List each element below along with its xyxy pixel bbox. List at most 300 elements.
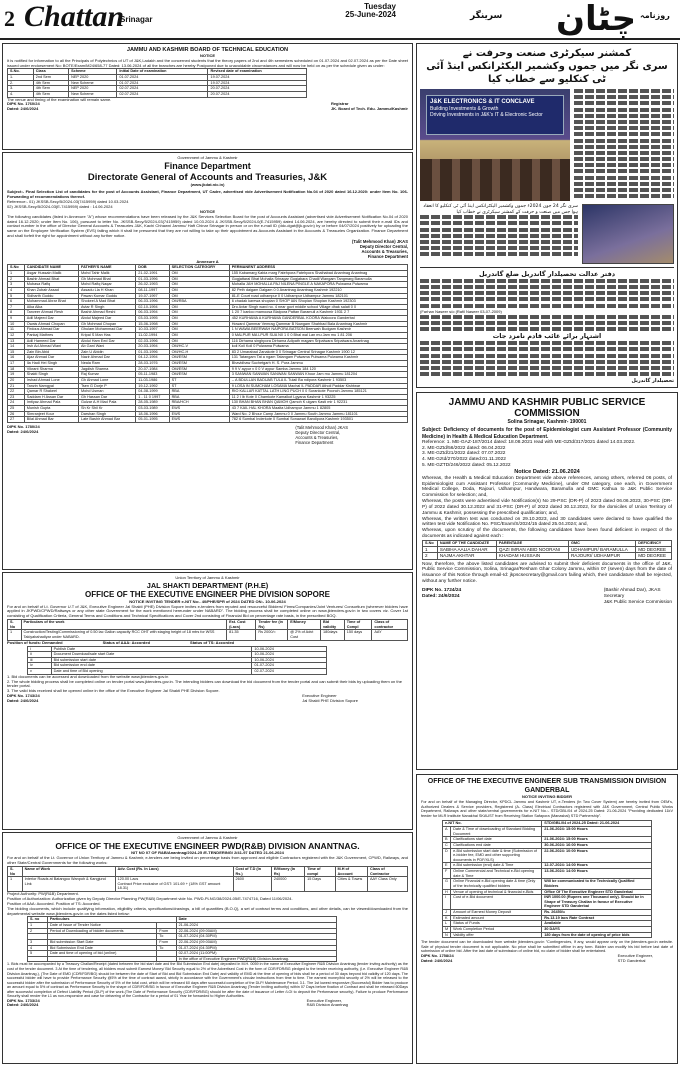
table-row-cell: 03-03-1989 (136, 406, 169, 412)
table-row-cell: 19-07-1997 (136, 293, 169, 299)
schedule-row-cell (157, 956, 176, 962)
pwd-body: For and on behalf of the Lt. Governor of Union Territory of Jammu & Kashmir, e-tenders are being invited on percentage basis from approved and eligible Contractors registered with the J&K Government, CPWD, Railways, and other State/Central Governments for the following works: (7, 855, 408, 866)
jkpsc-para-5: Now, therefore, the above listed candidates are advised to submit their deficient documents in the office of J&K, Public Service Commission, Solina, Srinagar/Resham Ghar Colony Jammu, within 07 (seven) days from the date of issuance of this Notice through email-Id: jkpscsecretary@gmail.com failing which, their candidature shall be rejected, without any further notice. (422, 561, 672, 585)
table-header-cell: Class of Contractor (367, 866, 407, 876)
schedule-row-cell: 21-06-2024: 15:00 Hours (542, 827, 652, 837)
table-header-cell: DEFICIENCY (636, 540, 672, 546)
schedule-row-cell: 10-06-2024 (252, 652, 327, 658)
table-header-cell: Date (176, 917, 336, 923)
table-row-cell: RBA (169, 389, 229, 395)
page-number: 2 (4, 6, 15, 31)
schedule-row-cell: 3 (28, 939, 48, 945)
table-row-cell: Tanzin Namgyal (24, 383, 78, 389)
jkpsc-para-3: Whereas, the written test was conducted on 29.10.2023, and 30 candidates were declared to have qualified the written test vide Notification No. PSC/Exam/S/2024/15 dated 25.04.2024; and, (422, 516, 672, 528)
schedule-row-cell: E (443, 863, 451, 869)
table-row-cell: New Scheme (69, 91, 117, 97)
table-header-cell: Revised date of examination (208, 69, 307, 75)
table-row-cell: Cities & Towns (335, 877, 367, 892)
schedule-row-cell: Clarifications end date (451, 842, 542, 848)
table-row-cell: 08-11-1997 (136, 287, 169, 293)
schedule-row-cell: L (443, 921, 451, 927)
annexure-title: Annexure A (196, 258, 219, 264)
urdu-news-story (416, 43, 678, 388)
table-row-cell: 11-02-1994 (136, 332, 169, 338)
schedule-row-cell: i (28, 646, 52, 652)
table-row-cell: EWS (169, 417, 229, 423)
table-row-cell: 28-05-1989 (136, 400, 169, 406)
schedule-row-cell: 10-06-2024 (252, 646, 327, 652)
table-header-cell: S.No (8, 265, 25, 271)
schedule-row-cell: From (157, 928, 176, 934)
schedule-row (443, 932, 652, 938)
table-row-cell: OM/ESM (169, 355, 229, 361)
table-row-cell: Vikrant Sharma (24, 366, 78, 372)
finance-notice (2, 152, 413, 570)
table-row-cell: Irsh Ad Ahmad Wani (24, 344, 78, 350)
table-header-cell: S. No (8, 620, 22, 630)
jkbte-body: It is notified for information to all the Principals of Polytechnics of UT of J&K,Ladakh and the concerned students that the theory papers of 2nd and 4th semesters scheduled on 01.07.2024 and 02.07.2024 as per the Date sheet issued under endorsement No: BOTE/Exam/M24/658-77 Dated: 13.06.2024 of all the branches are hereby Postponed due to unavoidable circumstances and will now be held on as per the schedule given as under: (7, 57, 408, 68)
table-row-cell: 180days (320, 630, 344, 640)
table-row-cell: Nazir Ahmad Dar (78, 355, 135, 361)
table-row-cell: OM (169, 282, 229, 288)
table-header-cell: Scheme (69, 69, 117, 75)
schedule-row-cell: 22-06-2024: 10:00 Hours (542, 848, 652, 863)
schedule-row-cell: Date of Issue of Tender Notice (47, 923, 156, 929)
table-row-cell: Sh Kr Shil Kr (78, 406, 135, 412)
schedule-row-cell: Period of Downloading of bidder documents (47, 928, 156, 934)
std-table (442, 820, 652, 938)
table-row-cell: 130 BHAN BHAN BHAN QAMOH Qamoh K ulgam Kasti mir 1 92231 (229, 400, 407, 406)
table-row-cell: 782 6 Sumbal Inderkote 0 Sumbal Sonawari Bandipora Kashmir 193501 (229, 417, 407, 423)
table-row-cell: 03-03-1995 (136, 316, 169, 322)
table-row-cell: 3 (8, 282, 25, 288)
table-row-cell: 4th Sem (33, 80, 68, 86)
table-row-cell: Bashir Ahmad Reshi (78, 310, 135, 316)
finance-dipk (7, 425, 40, 446)
table-row-cell: 10-03-1997 (136, 327, 169, 333)
schedule-row-cell: 10-06-2024 (252, 657, 327, 663)
table-header-cell: SELECTION CATEGORY (169, 265, 229, 271)
schedule-row-cell: Status of Funds (451, 921, 542, 927)
table-row-cell: 19-12-1992 (136, 383, 169, 389)
schedule-row-cell: ii (28, 652, 52, 658)
table-row-cell: OM (169, 316, 229, 322)
urdu-advert-tail: تحصیلدار گاندربل (631, 378, 674, 385)
jkpsc-dipk (422, 588, 461, 606)
phe-nit: NOTICE INVITING TENDER e-NIT No:- 40/PHE/SPR of 2024 DATED ON:- 10-06-2024 (129, 598, 286, 604)
table-row-cell: 150 days (344, 630, 372, 640)
schedule-row-cell: F (443, 869, 451, 879)
table-row-cell: RAJOURI/ UDHAMPUR (568, 553, 635, 560)
schedule-row-cell: Rs. 26450/= (542, 910, 652, 916)
dipk-date: Dated: 24/6/2024 (421, 957, 453, 963)
schedule-row-cell: Available (542, 921, 652, 927)
table-row-cell: Shokeel A Mad Bhat (78, 299, 135, 305)
dipk-date: Dated: 24/6/2024 (7, 1002, 39, 1008)
table-row-cell: Gh Ahmad Lone (78, 377, 135, 383)
table-row-cell: 82 Peth daigam Dalgam 0 0 Anantnag Anantnag Kashmir 192210 (229, 287, 407, 293)
pwd-para: The bidding documents, which include qualifying information, eligibility criteria, specifications/drawings, a bill of quantities (B.O.Q), a set of contract terms and conditions, and other details, can be viewed/downloaded from the departmental website www.jktenders.gov.in on the dates listed below: (7, 905, 408, 916)
schedule-row-cell: Publish Date (51, 646, 252, 652)
table-row-cell: 1 (8, 271, 25, 277)
table-row-cell: RBA/HCH (169, 400, 229, 406)
table-row-cell: RBA (169, 394, 229, 400)
table-header-cell: PERMANENT ADDRESS (229, 265, 407, 271)
table-row-cell: Abdul Majeed Dar (78, 316, 135, 322)
schedule-row-cell: Amount of Earnest Money Deposit (451, 910, 542, 916)
table-row-cell: OM (169, 332, 229, 338)
table-row-cell: 24 (8, 400, 25, 406)
table-row-cell: @ 2% of Advt Cost (288, 630, 321, 640)
schedule-row (443, 895, 652, 910)
dipk-number: DIPK No. 1758/24 (421, 953, 454, 959)
table-row-cell: 0 MALPUR MA LPUR SUA N0 1 0 0 Bhal wal Lan mu Jam mu 1 81 206 (229, 332, 407, 338)
table-row-cell: Zain Bin Abid (24, 349, 78, 355)
schedule-row-cell: Office Of The Executive Engineer STD Ganderbal (542, 889, 652, 895)
urdu-headline-2: سری نگر میں جموں وکشمیر الیکٹرانکس اینڈ آئی ٹی کنکلیو سے خطاب کیا (426, 61, 668, 85)
urdu-text-col (574, 89, 674, 201)
table-row-cell: 1 (423, 546, 438, 553)
urdu-advert (420, 267, 674, 384)
table-row-cell: Bhavidhaw Suchetgarh H. S. Pura Jammu (229, 361, 407, 367)
schedule-row-cell: Online Financial e-Bid opening date & time (Only of the technically qualified bidders (451, 879, 542, 889)
table-row-cell: Ab Gani Wani (78, 344, 135, 350)
table-row-cell: Shakti Singh (24, 372, 78, 378)
table-row-cell: NEP 2020 (69, 75, 117, 81)
table-row-cell: koil Koil Koil 0 Pulwama Pulwama (229, 344, 407, 350)
table-row-cell: Khan Zubair Assad (24, 287, 78, 293)
table-row-cell: Alka Alka (24, 304, 78, 310)
table-row-cell: 02-03-1996 (136, 338, 169, 344)
finance-refs: Reference:- 01) JKSSB-Secy/5/2024-03(7415959) dated 10.03.2024 02) JKSSB-Secy/5/2024-03(E-7415959) dated : 14.06.2024 (7, 199, 129, 209)
table-row-cell: OM (169, 287, 229, 293)
table-row-cell: 12 (8, 332, 25, 338)
std-dipk (421, 954, 454, 964)
table-row-cell: 2 (8, 276, 25, 282)
schedule-row-cell: 30-06-2024: 16:00 Hours (542, 842, 652, 848)
table-row-cell: Mohammad Abrar Bhat (24, 299, 78, 305)
schedule-row-cell: 01-07-2024 (04:30PM) (176, 934, 336, 940)
table-row-cell: 6 chadak karewa shopian 0 SHOP IAN Shopian Shopian Kashmir 192303 (229, 299, 407, 305)
schedule-row-cell: N (443, 932, 451, 938)
finance-body: The following candidates (listed in Annexure "A") whose recommendations have been released by the J&K Services Selection Board for the post of Accounts Assistant (advertised vide Advertisement Notification No.04 of 2020 dated 16.12.2020; under Item No. 106), pursuant to letter No. JKSSB-Secy/5/2024-03(7415959) dated 10.03.2024 & JKSSB-Secy/5/2024-0(E-7415959) dated 14.06.2024, are hereby directed to submit their e-mail IDs and contact number in the office of Director General Accounts & Treasuries J&K, Kachi Chhawni Jammu/ Haft Chinar Srinagar in person or on the e-mail ID (ddc-dgat@jk.gov.in) by or before 04/07/2024 positively for uploading the same on the Employee Verification System (EVS) failing which it shall be presumed that they are not willing to take up their appointment as Accounts Assistant in the Accounts & Treasuries Organization. Finance Department and shall forfeit the right for appointment without any further notice. (7, 213, 408, 239)
table-row-cell: Ajaz Ahmad Dar (24, 355, 78, 361)
table-row-cell: Mohalla JAH MOHALLA PAJ NILENA PINGLE A NAKAPORA Pulwama Pulwama (229, 282, 407, 288)
table-row-cell: -- A BDULLAN BADUAB TULA IL Tulail Ba ndipora Kashmir 1 93503 (229, 377, 407, 383)
table-row-cell: Avtar R Singh (78, 304, 135, 310)
phe-signature: Executive Engineer Jal Shakti PHE Division Sopore (302, 693, 358, 704)
table-row-cell: 1 N WAWA BEERWAH NAIPORA BATSON Beerwah Budgam Kashmir (229, 327, 407, 333)
aaa-status: Status of AAA: Accorded (102, 639, 151, 645)
table-header-cell: CANDIDATE NAME (24, 265, 78, 271)
schedule-row (443, 827, 652, 837)
schedule-row-cell: iii (28, 657, 52, 663)
dipk-number: DIPK No. 1724/24 (422, 587, 462, 593)
table-row-cell: 04-08-1999 (136, 389, 169, 395)
table-row-cell: 5 (8, 293, 25, 299)
schedule-row-cell: Date & Time of downloading of Standard Bidding Document (451, 827, 542, 837)
table-row-cell: OM (169, 271, 229, 277)
dipk-date: Dated: 24/6/2024 (422, 593, 460, 599)
table-row-cell: 26 (8, 411, 25, 417)
table-row-cell: OM/RBA (169, 299, 229, 305)
table-row-cell: OM (169, 338, 229, 344)
schedule-row-cell: H (443, 889, 451, 895)
phe-ut: Union Territory of Jammu & Kashmir (175, 575, 240, 580)
table-row-cell: Saddam H Assan Dar (24, 394, 78, 400)
jkbte-title: JAMMU AND KASHMIR BOARD OF TECHNICAL EDUCATION (126, 47, 289, 53)
table-row-cell: 9 9 V aypur v 0 0 V aypur Samba Jammu 184 120 (229, 366, 407, 372)
jkpsc-notice-date: Notice Dated: 21.06.2024 (514, 468, 580, 475)
table-row-cell: 01.07.2024 (117, 75, 208, 81)
table-row-cell: Gogjattaral Bhat Mohalla Srinagar Gogjabara Chadil Wangam Tangmarg Baramulla (229, 276, 407, 282)
schedule-row-cell: 21-06-2024: 15:00 Hours (542, 837, 652, 843)
table-row-cell: MD DEGREE (636, 553, 672, 560)
table-row-cell: 1 20 7 kanloo mamoosa Bialpora Pattan Baramull a Kashmir 1931 2 7 (229, 310, 407, 316)
std-foot: The tender document can be downloaded from website jktenders.gov.in "Contingencies, If any, would appear only on the jktenders.gov.in website. Sale of physical tender document is not applicable. No price shall be submitted offline in any form. Bidder can modify his bid before last date of submission of online bid. After the last date of submission of online bid, no claim of bidder shall be entertained. (421, 940, 673, 954)
table-row-cell: Ward No. 2 Bhour Camp Jammu 0 0 Jammu South Jammu Jammu 181101 (229, 411, 407, 417)
urdu-text-col-2 (420, 204, 578, 264)
schedule-row-cell: C (443, 842, 451, 848)
table-header-cell: E/Money (In Rs) (271, 866, 304, 876)
table-row-cell: 10 (8, 321, 25, 327)
table-header-cell: Time of Compl (344, 620, 372, 630)
table-row-cell: Tsen G Dorje P (78, 383, 135, 389)
schedule-row-cell: To (157, 945, 176, 951)
table-row-cell: OM (169, 293, 229, 299)
phe-office: OFFICE OF THE EXECUTIVE ENGINEER PHE DIVISION SOPORE (85, 589, 330, 599)
table-row-cell: OM/HC-V (169, 344, 229, 350)
jkpsc-table (422, 540, 672, 560)
schedule-row-cell: K (443, 915, 451, 921)
schedule-row-cell: Bid submission Start Date (47, 939, 156, 945)
pwd-foot: 1. Bids must be accompanied by a Treasury Challan/Receipt (dated between the bid start date and the Bid Submission End date) deposited in M.H. 0059 in the name of Executive Engineer R&B Division Anantnag (tender invitng authority) as the cost of the tender document. 3 At the time of tendering, all bidders must submit Earnest Money/ Bid Security equal to 2% of the Advertised Cost in the form of CDR/FDR/BG pledged to the tender receiving authority, (i.e. Executive Engineer R&B Division Anantnag.), (The Date of EMD (CDR/FDR/BG) should be between the date of Start of Bid and Bid Submission End Date) and validity of EMD at the time of opening of bids shall be a period of 30 days beyond bid validity of 120 days. The successful bidder will have to provide Performance Security @5% at the time of contract award, strictly in accordance with the Government's circular instructions from time to time. The earnest money/bid security of 2% will be released to the successful bidder after the submission of Performance Security of 5% of the total cost, which will be released 60 days after successful completion of the DLP/ Maintenance Period. 3.1. The 1st lowest responsive (Successful) Bidder has to produce an amount equal to 5% of contract as Performance Security in the shape of CDR/FDR/BG in favour of Executive Engineer R&B Division Anantnag (Tender inviting authority) within 07 Days before fixation of Contract and shall be released 60Days after successful completion of Defect Liability Period (DLP) of the work.(The Date of Performance Security (CDR/FDR/BG) should be after the date of issuance of Letter /LOI to deposit the Performance security). Failure to produce Performance Security shall render the L1 as non-responsive and case for debarring of the Contractor for a period of 01 Year be forwarded to Higher Authorities. (7, 962, 408, 999)
schedule-row (28, 956, 337, 962)
dipk-date: Dated: 24/6/2024 (7, 106, 39, 112)
table-row-cell: 17 (8, 361, 25, 367)
std-nit: NOTICE INVITING BIDDER (521, 794, 572, 800)
table-header-cell: Class (33, 69, 68, 75)
table-header-cell: DOB (136, 265, 169, 271)
table-header-cell: S.No. (8, 69, 34, 75)
issue-day: Tuesday (364, 2, 396, 11)
table-row-cell: Qamar R Shakeel (24, 389, 78, 395)
banner-tagline: Driving Investments in J&K's IT & Electronic Sector (430, 112, 543, 119)
table-row-cell: 3. (8, 86, 34, 92)
table-row-cell: EWS (169, 411, 229, 417)
second-photo (582, 204, 674, 264)
pwd-schedule (27, 916, 337, 962)
conclave-banner (426, 95, 564, 135)
schedule-row-cell: Clarifications start date (451, 837, 542, 843)
jkpsc-para-2: Whereas, the posts were advertised vide Notification(s) No 29-PSC (DR-P) of 2023 dated 06.06.2023, 30-PSC (DR-P) of 2022 dated 30.12.2022 and 31-PSC (DR-P) of 2022 dated 30.12.2022, for the domiciles of Union Territory of Jammu & Kashmir, possessing the prescribed qualification; and, (422, 499, 672, 516)
finance-dept: Finance Department (164, 160, 251, 171)
jkbte-subtitle: NOTICE (199, 52, 216, 58)
table-row-cell: NEP 2020 (69, 86, 117, 92)
schedule-row-cell: Cost of e-Bid document (451, 895, 542, 910)
table-row-cell: 120.00 Lacs Contract Price exclusive of GST: 101.69 + (18% GST amount 18.31) (115, 877, 233, 892)
std-body: For and on behalf of the Managing Director, KPDCL Jammu and Kashmir UT, e-Tenders (In Two Cover System) are hereby invited from OEM's, Authorized Dealers & Service providers, Registered (A- Class) Electrical Contractors registered with J&K Government, Central Public Works Department, Railways and other state/central governments for e-NIT No.:- STD/GBL/04 of 2024-25 Dated: 21-06-2024 "Providing dedicated 11kV feeder for MLR Institute Nanakhal SKAUST from Receiving Station Safapora (Manasbal) STD Partnership". (421, 799, 673, 818)
table-row-cell: SABIHA AALIA DAHAR (437, 546, 496, 553)
schedule-row-cell: Venue of opening of technical & financial e-Bids (451, 889, 542, 895)
table-row-cell: 7 (8, 304, 25, 310)
table-row-cell: Interior Roads at Batangoo Wanpoh & Kangjund Link (22, 877, 115, 892)
table-header-cell: Bid validity (320, 620, 344, 630)
table-header-cell: E/Money (288, 620, 321, 630)
schedule-row-cell: Estimated amount (451, 915, 542, 921)
schedule-row-cell: Bid submission start date (51, 657, 252, 663)
table-row-cell: Adil Majeed Dar (24, 316, 78, 322)
phe-schedule (27, 646, 327, 675)
table-row-cell: Tanveer Ahmad Resh (24, 310, 78, 316)
schedule-row-cell: 21-06-2024 (176, 923, 336, 929)
schedule-row-cell: 22-06-2024 (09:00AM) (176, 939, 336, 945)
phe-notice (2, 572, 413, 830)
table-row-cell: 240000 (271, 877, 304, 892)
table-row-cell: 20.07.2024 (208, 91, 307, 97)
table-row-cell: Bashir Ahmad Bhat (24, 276, 78, 282)
table-row-cell: Zain U Abidin (78, 349, 135, 355)
issue-date-text: 25-June-2024 (345, 10, 396, 20)
table-row-cell: Gulzar A.H Mad Pala (78, 400, 135, 406)
table-row-cell: EWS (169, 406, 229, 412)
schedule-row-cell: e-Bid submission start date & time (Submission of e-bidder fee, EMD and other supporting documents in PDF/XLS) (451, 848, 542, 863)
urdu-advert-head: دفتر عدالت تحصیلدار گاندربل ضلع گاندربل (478, 270, 616, 278)
banner-subtitle: Building Investments & Growth (430, 106, 499, 113)
table-row-cell: 28-03-1976 (136, 361, 169, 367)
schedule-row-cell: 5 (28, 951, 48, 957)
table-row-cell: 01-03-1996 (136, 276, 169, 282)
schedule-row-cell: v (28, 669, 52, 675)
table-row-cell: Ila Hadi Hei Singh (24, 361, 78, 367)
table-row-cell: 02-10-1994 (136, 304, 169, 310)
table-row-cell: Assadu Lla H Khan (78, 287, 135, 293)
jkpsc-para-1: Whereas, the Health & Medical Education Department vide above references, among others, referred 06 posts, of Epidemiologist cum Assistant Professor (Community Medicine), under OM category, one each, in Government Medical College, Doda, Rajouri, Udhampur, Handwara, Baramulla and GMC Kathua to J&K Public Service Commission for selection; and, (422, 475, 672, 499)
schedule-row (443, 869, 652, 879)
table-row-cell: Asgar Hussain Malik (24, 271, 78, 277)
table-row (8, 417, 408, 423)
table-row-cell: 05-01-1995 (136, 417, 169, 423)
newspaper-logo: Chattan (24, 0, 125, 33)
table-row-cell: Dro Avtar Singh ward no. 4 near govt middle school Village dhak salati 0 0 (229, 304, 407, 310)
urdu-headline-1: کمشنر سیکرٹری صنعت وحرفت نے (462, 48, 632, 59)
schedule-row-cell: Document Download/sale start Date (51, 652, 252, 658)
schedule-row-cell: A (443, 827, 451, 837)
table-row-cell: Munish Gupta (24, 406, 78, 412)
jkpsc-notice (416, 392, 678, 770)
table-row-cell: AAY (372, 630, 408, 640)
phe-dipk (7, 694, 40, 704)
jkbte-table (7, 68, 307, 97)
table-row-cell: 2. (8, 80, 34, 86)
table-row-cell: Pankaj Mathres (24, 332, 78, 338)
phe-body: For and on behalf of Lt. Governor U.T of J&K, Executive Engineer Jal Shakti (PHE) Division Sopore invites e-tenders from reputed and resourceful Bidders/ Firms/Companies/Joint Ventures/ Consortium (wherever bidders have applied in JKPWD/CPWD/Railways or any other state Government for the work mentioned hereunder under NABARD". The bidding process shall be completed online on www.jktenders.gov.in in two covers viz. Cover 1st consisting of Qualification Criteria, General Terms and Conditions and Technical Specifications and Cover 2nd consisting of Financial Bid on percentage rate basis, in the prescribed BOQ. (7, 603, 408, 619)
table-row-cell: 1 (8, 877, 23, 892)
table-row-cell: 20.07.2024 (208, 86, 307, 92)
jkpsc-subject: Subject: Deficiency of documents for the post of Epidemiologist cum Assistant Professor (Community Medicine) in Health & Medical Education Department. (422, 427, 672, 440)
table-row-cell: 9 (8, 316, 25, 322)
table-row-cell: 02.07.2024 (117, 86, 208, 92)
table-row-cell: 20-07-1984 (136, 366, 169, 372)
table-row-cell: 06-03-1996 (136, 299, 169, 305)
std-enit-label: e-NIT No. (443, 821, 542, 827)
table-row-cell: 11 2 I lb Kote 0 Chamkote Kamalkot Lgyana Kashmir 1 93225 (229, 394, 407, 400)
urdu-advert-names: (Farhan Naseer s/o (Rafil Naseer 03-07-2009) (420, 308, 502, 314)
table-row-cell: 01-03-1996 (136, 349, 169, 355)
schedule-row (443, 889, 652, 895)
ts-status: Status of TS: Accorded (190, 639, 235, 645)
std-title: OFFICE OF THE EXECUTIVE ENGINEER SUB TRANSMISSION DIVISION GANDERBAL (427, 778, 667, 794)
banner-title: J&K ELECTRONICS & IT CONCLAVE (430, 99, 535, 105)
table-row (8, 630, 408, 640)
schedule-row-cell: 12-07-2024: 14:00 Hours (542, 863, 652, 869)
table-row-cell: ST (169, 377, 229, 383)
table-row-cell: OM/ESM (169, 372, 229, 378)
dipk-number: DIPK No. 1780/24 (7, 423, 40, 429)
table-row-cell: OM (169, 276, 229, 282)
table-row-cell: 06-03-1994 (136, 310, 169, 316)
table-row-cell: Adil Hameed Dar (24, 338, 78, 344)
table-row-cell: RIO KALLAR KATTAL LATH LING PUCH 0 0 Surankote Poonch Jammu 185121 (229, 389, 407, 395)
table-row-cell: New Scheme (69, 80, 117, 86)
jkpsc-title: JAMMU AND KASHMIR PUBLIC SERVICE COMMISSION (448, 397, 646, 420)
urdu-masthead: چٹان (556, 0, 637, 39)
table-header-cell: S. No (8, 866, 23, 876)
table-row-cell: Late Bashir Ahmad Bar (78, 417, 135, 423)
table-row-cell: 8 (8, 310, 25, 316)
table-row-cell: 15-06-1998 (136, 321, 169, 327)
table-row-cell: Simranjeet Kour (24, 411, 78, 417)
table-row-cell: 43 7 KAIL HAL KHORA Maalta Udhampur Jammu 1 82805 (229, 406, 407, 412)
table-row-cell: 11-03-1986 (136, 377, 169, 383)
table-row-cell: 19 (8, 372, 25, 378)
table-row-cell: Darshan Singh (78, 411, 135, 417)
schedule-row-cell (47, 956, 156, 962)
schedule-row-cell: INR 1000.00 (Rupees one Thousand only). Should be in Shape of Treasury Challan in favour of Executive Engineer STD Ganderbal (542, 895, 652, 910)
table-row-cell: 2nd Sem (33, 75, 68, 81)
pwd-dipk (7, 999, 40, 1009)
schedule-row-cell: 180 days from the date of opening of price bids (542, 932, 652, 938)
table-row-cell: Imtiyaz Ahmad Pala (24, 400, 78, 406)
table-row-cell: Ghulam Mohammad Dar (78, 327, 135, 333)
table-row (423, 553, 672, 560)
table-header-cell: Cost of T.D (In Rs.) (233, 866, 271, 876)
table-row-cell: 155 Kabamarg Kabia marg Fatehpora Fatehpora Shaihabad Anantnag Anantnag (229, 271, 407, 277)
table-row-cell: QAZI IMRAN ABID NOORANI (496, 546, 568, 553)
table-row (8, 877, 408, 892)
schedule-row-cell: To (157, 934, 176, 940)
finance-signature: (Talit Mehmood Khan) JKAS Deputy Director Central, Accounts & Treasuries, Finance Department (352, 239, 408, 260)
schedule-row-cell: M (443, 926, 451, 932)
table-row-cell: Bilal Ahmad Bar (24, 417, 78, 423)
jkbte-notice (2, 43, 413, 150)
schedule-row (443, 879, 652, 889)
table-row-cell: 2600 (233, 877, 271, 892)
table-row-cell: Firdous Ahmad Dar (24, 327, 78, 333)
schedule-row-cell: 02-07-2024 (11:00PM) (176, 951, 336, 957)
table-header-cell: FATHER'S NAME (78, 265, 135, 271)
table-row-cell: 01.07.2024 (117, 80, 208, 86)
schedule-row-cell: Online Commercial and Technical e-Bid opening date & Time (451, 869, 542, 879)
table-row-cell: OM/ESM (169, 361, 229, 367)
schedule-row-cell: G (443, 879, 451, 889)
table-header-cell: Est. Cost (Lacs) (227, 620, 256, 630)
newspaper-header (0, 0, 680, 40)
table-row-cell: 21 (8, 383, 25, 389)
schedule-row-cell: I (443, 895, 451, 910)
urdu-daily: روزنامہ (640, 11, 670, 20)
schedule-row-cell: Will be communicated to the Technically Qualified Bidders (542, 879, 652, 889)
